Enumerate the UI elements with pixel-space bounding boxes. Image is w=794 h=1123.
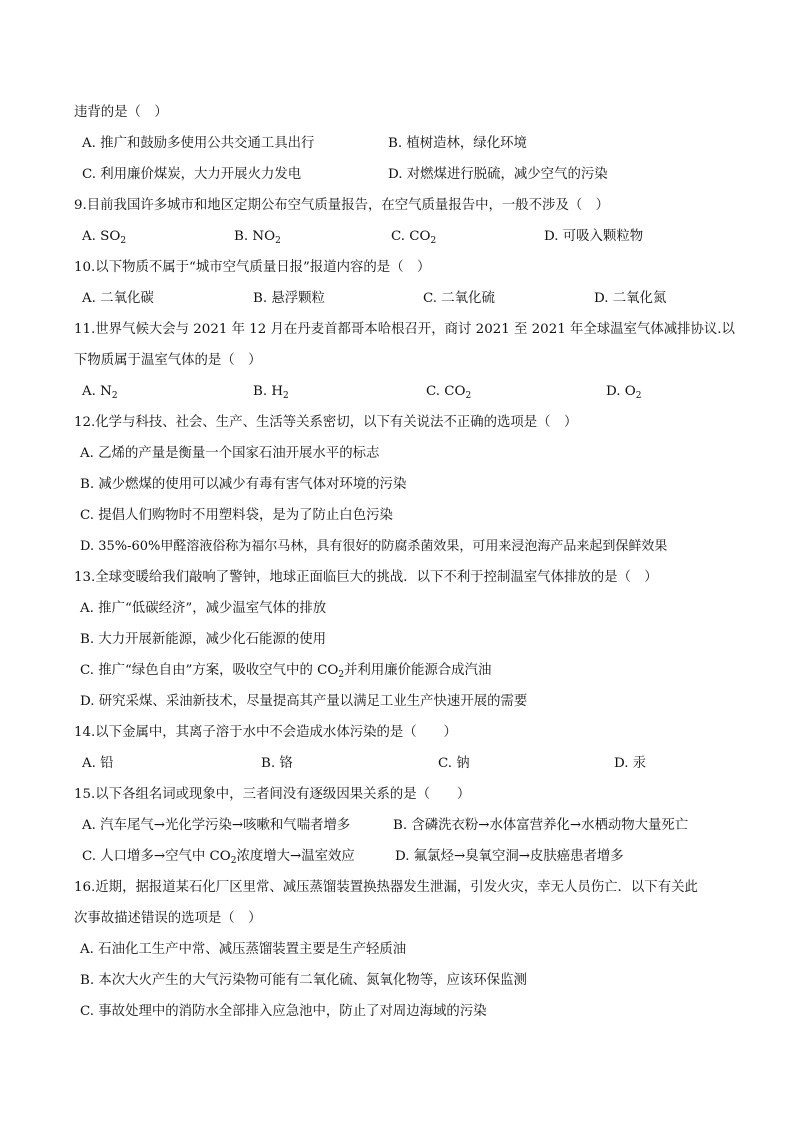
q14-option-c: C. 钠 <box>438 756 470 771</box>
q13-stem: 13.全球变暖给我们敲响了警钟，地球正面临巨大的挑战．以下不利于控制温室气体排放的是（ ） <box>74 570 658 585</box>
q13-option-b: B. 大力开展新能源，减少化石能源的使用 <box>80 632 326 647</box>
q10-stem: 10.以下物质不属于“城市空气质量日报”报道内容的是（ ） <box>74 260 431 275</box>
q14-option-b: B. 铬 <box>261 756 293 771</box>
q16-option-b: B. 本次大火产生的大气污染物可能有二氧化硫、氮氧化物等，应该环保监测 <box>80 973 527 988</box>
q10-option-c: C. 二氧化硫 <box>423 291 495 306</box>
q15-stem: 15.以下各组名词或现象中，三者间没有逐级因果关系的是（ ） <box>74 787 471 802</box>
q12-option-d: D. 35%-60%甲醛溶液俗称为福尔马林，具有很好的防腐杀菌效果，可用来浸泡海产品来起到保鲜效果 <box>80 539 668 554</box>
q8-option-a: A. 推广和鼓励多使用公共交通工具出行 <box>82 136 315 151</box>
q8-option-b: B. 植树造林，绿化环境 <box>388 136 527 151</box>
q15-option-c: C. 人口增多→空气中 $CO_2$浓度增大→温室效应 <box>82 849 355 866</box>
q12-option-c: C. 提倡人们购物时不用塑料袋，是为了防止白色污染 <box>80 508 393 523</box>
q10-option-d: D. 二氧化氮 <box>594 291 667 306</box>
q8-stem-tail: 违背的是（ ） <box>74 105 168 120</box>
q15-option-b: B. 含磷洗衣粉→水体富营养化→水栖动物大量死亡 <box>393 818 689 833</box>
q13-option-a: A. 推广“低碳经济”，减少温室气体的排放 <box>80 601 327 616</box>
q15-option-a: A. 汽车尾气→光化学污染→咳嗽和气喘者增多 <box>82 818 351 833</box>
q10-option-a: A. 二氧化碳 <box>82 291 154 306</box>
q9-option-a: A. $SO_2$ <box>82 229 127 246</box>
q14-option-d: D. 汞 <box>614 756 647 771</box>
q16-option-c: C. 事故处理中的消防水全部排入应急池中，防止了对周边海域的污染 <box>80 1004 487 1019</box>
q14-option-a: A. 铅 <box>82 756 114 771</box>
q9-option-b: B. $NO_2$ <box>234 229 281 246</box>
q16-stem-line2: 次事故描述错误的选项是（ ） <box>74 911 262 926</box>
q11-stem-line2: 下物质属于温室气体的是（ ） <box>74 353 262 368</box>
q9-option-d: D. 可吸入颗粒物 <box>544 229 644 244</box>
q11-option-d: D. $O_2$ <box>606 384 642 401</box>
q9-option-c: C. $CO_2$ <box>391 229 437 246</box>
q11-stem-line1: 11.世界气候大会与 2021 年 12 月在丹麦首都哥本哈根召开，商讨 2021 至 2021 年全球温室气体减排协议.以 <box>74 322 735 337</box>
q13-option-c: C. 推广“绿色自由”方案，吸收空气中的 $CO_2$并利用廉价能源合成汽油 <box>80 663 492 680</box>
q13-option-d: D. 研究采煤、采油新技术，尽量提高其产量以满足工业生产快速开展的需要 <box>80 694 528 709</box>
q16-stem-line1: 16.近期，据报道某石化厂区里常、减压蒸馏装置换热器发生泄漏，引发火灾，幸无人员伤亡．以下有关此 <box>74 880 698 895</box>
q11-option-a: A. $N_2$ <box>82 384 118 401</box>
q16-option-a: A. 石油化工生产中常、减压蒸馏装置主要是生产轻质油 <box>80 942 407 957</box>
q9-stem: 9.目前我国许多城市和地区定期公布空气质量报告，在空气质量报告中，一般不涉及（ ） <box>74 198 610 213</box>
q8-option-d: D. 对燃煤进行脱硫，减少空气的污染 <box>388 167 608 182</box>
q14-stem: 14.以下金属中，其离子溶于水中不会造成水体污染的是（ ） <box>74 725 457 740</box>
q8-option-c: C. 利用廉价煤炭，大力开展火力发电 <box>82 167 302 182</box>
q12-option-a: A. 乙烯的产量是衡量一个国家石油开展水平的标志 <box>80 446 380 461</box>
q12-option-b: B. 减少燃煤的使用可以减少有毒有害气体对环境的污染 <box>80 477 407 492</box>
q10-option-b: B. 悬浮颗粒 <box>253 291 325 306</box>
q15-option-d: D. 氟氯烃→臭氧空洞→皮肤癌患者增多 <box>395 849 624 864</box>
q11-option-b: B. $H_2$ <box>253 384 289 401</box>
q12-stem: 12.化学与科技、社会、生产、生活等关系密切，以下有关说法不正确的选项是（ ） <box>74 415 578 430</box>
q11-option-c: C. $CO_2$ <box>426 384 472 401</box>
